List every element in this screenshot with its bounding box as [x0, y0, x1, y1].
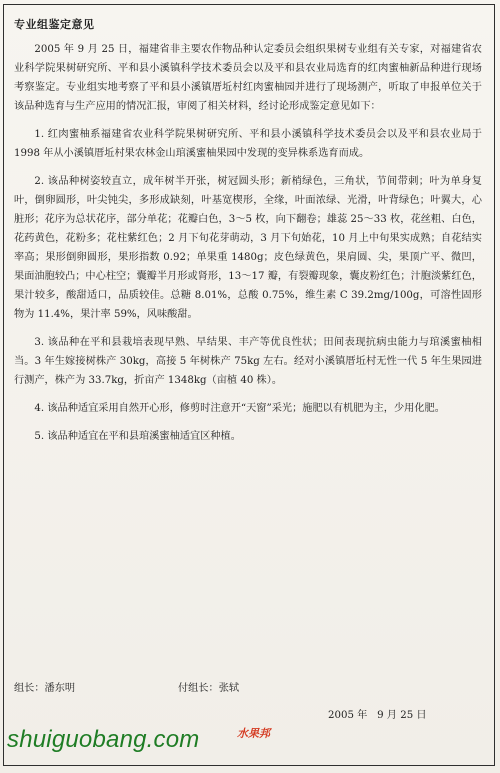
paragraph-intro: 2005 年 9 月 25 日，福建省非主要农作物品种认定委员会组织果树专业组有关专家，对福建省农业科学院果树研究所、平和县小溪镇科学技术委员会以及平和县农业局选育的红肉蜜柚新品种进行现场考察鉴定。专业组实地考察了平和县小溪镇厝坵村红肉蜜柚园并进行了现场测产，听取了申报单位关于该品种选育与生产应用的情况汇报，审阅了相关材料，经讨论形成鉴定意见如下：	[14, 44, 482, 112]
paragraph-item-4: 4. 该品种适宜采用自然开心形，修剪时注意开“天窗”采光；施肥以有机肥为主，少用化肥。	[34, 403, 445, 414]
paragraph-item-3: 3. 该品种在平和县栽培表现早熟、早结果、丰产等优良性状；田间表现抗病虫能力与琯溪蜜柚相当。3 年生嫁接树株产 30kg，高接 5 年树株产 75kg 左右。经对小溪镇厝坵村无性一代 5 年生果园进行测产，株产为 33.7kg，折亩产 1348kg（亩植 40 株）。	[14, 337, 482, 386]
paragraph-item-1: 1. 红肉蜜柚系福建省农业科学院果树研究所、平和县小溪镇科学技术委员会以及平和县农业局于 1998 年从小溪镇厝坵村果农林金山琯溪蜜柚果园中发现的变异株系选育而成。	[14, 129, 482, 159]
document-body	[14, 40, 482, 455]
deputy-team-leader: 付组长：张轼	[178, 683, 240, 694]
paragraph-item-2: 2. 该品种树姿较直立，成年树半开张，树冠圆头形；新梢绿色，三角状，节间带刺；叶为单身复叶，倒卵圆形，叶尖钝尖，多形成缺刻，叶基宽楔形，全缘，叶面浓绿、光滑，叶背绿色；叶翼大，心脏形；花序为总状花序，部分单花；花瓣白色，3～5 枚，向下翻卷；雄蕊 25～33 枚，花丝粗、白色，花药黄色，花粉多；花柱紫红色；2 月下旬花芽萌动，3 月下旬始花，10 月上中旬果实成熟；自花结实率高；果形倒卵圆形，果形指数 0.92；单果重 1480g；皮色绿黄色，果肩圆、尖，果顶广平、微凹，果面油胞较凸；中心柱空；囊瓣半月形或肾形，13～17 瓣，有裂瓣现象，囊皮粉红色；汁胞淡紫红色，果汁较多，酸甜适口，品质较佳。总糖 8.01%，总酸 0.75%，维生素 C 39.2mg/100g，可溶性固形物为 11.4%，果汁率 59%，风味酸甜。	[14, 176, 482, 320]
signature-date: 2005 年 9 月 25 日	[328, 710, 427, 721]
paragraph-item-5: 5. 该品种适宜在平和县琯溪蜜柚适宜区种植。	[34, 431, 241, 442]
watermark-site-name: 水果邦	[237, 728, 270, 740]
site-watermark	[0, 720, 320, 766]
team-leader: 组长：潘东明	[14, 683, 76, 694]
document-title: 专业组鉴定意见	[14, 18, 95, 31]
watermark-domain: shuiguobang.com	[7, 726, 200, 753]
